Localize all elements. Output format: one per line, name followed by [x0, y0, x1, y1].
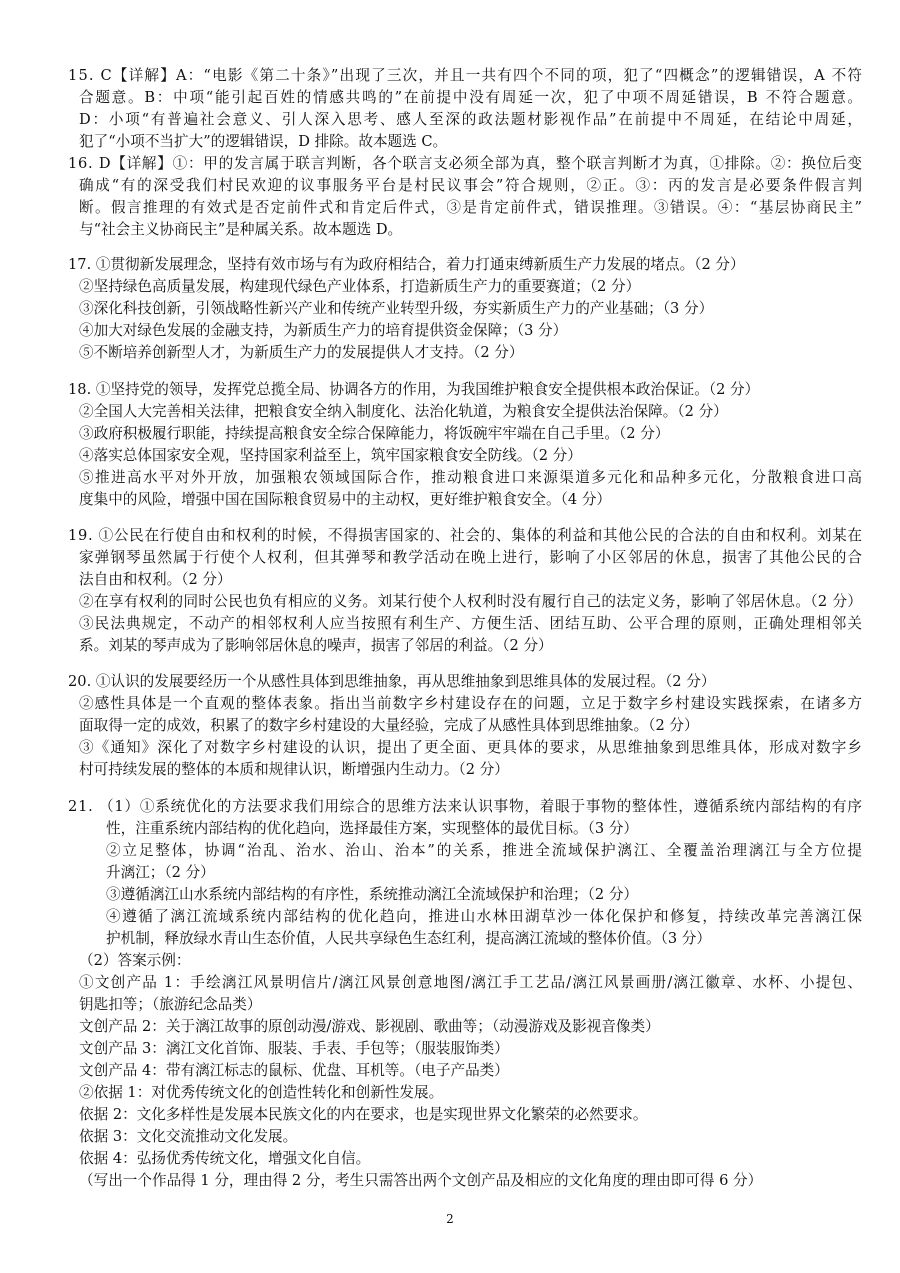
- text-line: ④落实总体国家安全观，坚持国家利益至上，筑牢国家粮食安全防线。（2 分）: [79, 447, 582, 464]
- text-line: ③《通知》深化了对数字乡村建设的认识，提出了更全面、更具体的要求，从思维抽象到思维具体，形成对数字乡: [79, 739, 864, 756]
- text-line: 16. D【详解】①：甲的发言属于联言判断，各个联言支必须全部为真，整个联言判断才为真，①排除。②：换位后变: [68, 155, 863, 172]
- text-line: 家弹钢琴虽然属于行使个人权利，但其弹琴和教学活动在晚上进行，影响了小区邻居的休息，损害了其他公民的合: [79, 549, 864, 566]
- text-line: 法自由和权利。（2 分）: [79, 571, 232, 588]
- text-line: ②坚持绿色高质量发展，构建现代绿色产业体系，打造新质生产力的重要赛道；（2 分）: [79, 278, 641, 295]
- text-line: 合题意。B：中项“能引起百姓的情感共鸣的”在前提中没有周延一次，犯了中项不周延错误，B 不符合题意。: [79, 89, 864, 106]
- text-line: ③深化科技创新，引领战略性新兴产业和传统产业转型升级，夯实新质生产力的产业基础；（3 分）: [79, 300, 714, 317]
- text-line: 升漓江；（2 分）: [106, 864, 215, 881]
- text-line: ⑤不断培养创新型人才，为新质生产力的发展提供人才支持。（2 分）: [79, 344, 524, 361]
- text-line: 19. ①公民在行使自由和权利的时候，不得损害国家的、社会的、集体的利益和其他公民的合法的自由和权利。刘某在: [68, 527, 863, 544]
- text-line: 确成“有的深受我们村民欢迎的议事服务平台是村民议事会”符合规则，②正。③：丙的发言是必要条件假言判: [79, 177, 864, 194]
- text-line: 依据 3：文化交流推动文化发展。: [79, 1128, 298, 1145]
- text-line: 钥匙扣等；（旅游纪念品类）: [79, 996, 262, 1013]
- text-line: 20. ①认识的发展要经历一个从感性具体到思维抽象，再从思维抽象到思维具体的发展过程。（2 分）: [68, 673, 716, 690]
- text-line: 18. ①坚持党的领导，发挥党总揽全局、协调各方的作用，为我国维护粮食安全提供根本政治保证。（2 分）: [68, 381, 760, 398]
- text-line: （写出一个作品得 1 分，理由得 2 分，考生只需答出两个文创产品及相应的文化角度的理由即可得 6 分）: [79, 1172, 763, 1189]
- text-line: ②在享有权利的同时公民也负有相应的义务。刘某行使个人权利时没有履行自己的法定义务，影响了邻居休息。（2 分）: [79, 593, 863, 610]
- text-line: ②立足整体，协调“治乱、治水、治山、治本”的关系，推进全流域保护漓江、全覆盖治理漓江与全方位提: [106, 842, 864, 859]
- text-line: 护机制，释放绿水青山生态价值，人民共享绿色生态红利，提高漓江流域的整体价值。（3 分）: [106, 930, 711, 947]
- text-line: ④遵循了漓江流域系统内部结构的优化趋向，推进山水林田湖草沙一体化保护和修复，持续改革完善漓江保: [106, 908, 864, 925]
- text-line: 依据 4：弘扬优秀传统文化，增强文化自信。: [79, 1150, 371, 1167]
- text-line: ③政府积极履行职能，持续提高粮食安全综合保障能力，将饭碗牢牢端在自己手里。（2 分）: [79, 425, 670, 442]
- text-line: ①文创产品 1：手绘漓江风景明信片/漓江风景创意地图/漓江手工艺品/漓江风景画册/漓江徽章、水杯、小提包、: [79, 974, 864, 991]
- text-line: 村可持续发展的整体的本质和规律认识，断增强内生动力。（2 分）: [79, 761, 509, 778]
- text-line: 17. ①贯彻新发展理念，坚持有效市场与有为政府相结合，着力打通束缚新质生产力发展的堵点。（2 分）: [68, 256, 745, 273]
- text-line: 犯了“小项不当扩大”的逻辑错误，D 排除。故本题选 C。: [79, 133, 448, 150]
- text-line: 性，注重系统内部结构的优化趋向，选择最佳方案，实现整体的最优目标。（3 分）: [106, 820, 639, 837]
- text-line: D：小项“有普遍社会意义、引人深入思考、感人至深的政法题材影视作品”在前提中不周延，在结论中周延，: [79, 111, 864, 128]
- page-number: 2: [446, 1212, 454, 1226]
- text-line: ②感性具体是一个直观的整体表象。指出当前数字乡村建设存在的问题，立足于数字乡村建设实践探索，在诸多方: [79, 695, 864, 712]
- text-line: 度集中的风险，增强中国在国际粮食贸易中的主动权，更好维护粮食安全。（4 分）: [79, 491, 612, 508]
- text-line: 断。假言推理的有效式是否定前件式和肯定后件式，③是肯定前件式，错误推理。③错误。④：“基层协商民主”: [79, 199, 864, 216]
- text-line: 系。刘某的琴声成为了影响邻居休息的噪声，损害了邻居的利益。（2 分）: [79, 637, 553, 654]
- text-line: 与“社会主义协商民主”是种属关系。故本题选 D。: [79, 221, 403, 238]
- text-line: ②依据 1：对优秀传统文化的创造性转化和创新性发展。: [79, 1084, 444, 1101]
- text-line: ②全国人大完善相关法律，把粮食安全纳入制度化、法治化轨道，为粮食安全提供法治保障。（2 分）: [79, 403, 728, 420]
- text-line: （2）答案示例：: [79, 952, 191, 969]
- text-line: 文创产品 3：漓江文化首饰、服装、手表、手包等；（服装服饰类）: [79, 1040, 509, 1057]
- text-line: 文创产品 2：关于漓江故事的原创动漫/游戏、影视剧、歌曲等；（动漫游戏及影视音像类）: [79, 1018, 660, 1035]
- text-line: 面取得一定的成效，积累了的数字乡村建设的大量经验，完成了从感性具体到思维抽象。（2 分）: [79, 717, 699, 734]
- text-line: 依据 2：文化多样性是发展本民族文化的内在要求，也是实现世界文化繁荣的必然要求。: [79, 1106, 648, 1123]
- text-line: ③遵循漓江山水系统内部结构的有序性，系统推动漓江全流域保护和治理；（2 分）: [106, 886, 639, 903]
- text-line: 15. C【详解】A：“电影《第二十条》”出现了三次，并且一共有四个不同的项，犯了“四概念”的逻辑错误，A 不符: [68, 67, 864, 84]
- text-line: ③民法典规定，不动产的相邻权利人应当按照有利生产、方便生活、团结互助、公平合理的原则，正确处理相邻关: [79, 615, 864, 632]
- text-line: ⑤推进高水平对外开放，加强粮农领域国际合作，推动粮食进口来源渠道多元化和品种多元化，分散粮食进口高: [79, 469, 864, 486]
- text-line: 文创产品 4：带有漓江标志的鼠标、优盘、耳机等。（电子产品类）: [79, 1062, 509, 1079]
- text-line: 21. （1）①系统优化的方法要求我们用综合的思维方法来认识事物，着眼于事物的整体性，遵循系统内部结构的有序: [68, 798, 863, 815]
- text-line: ④加大对绿色发展的金融支持，为新质生产力的培育提供资金保障；（3 分）: [79, 322, 568, 339]
